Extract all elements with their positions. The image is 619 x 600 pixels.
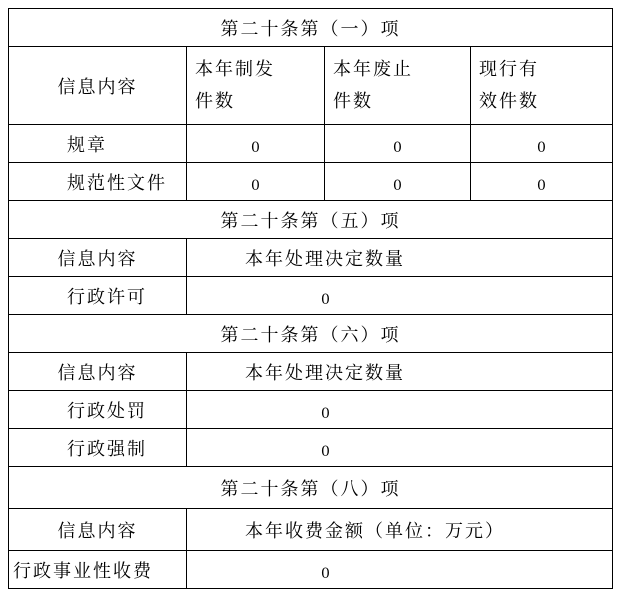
section8-header-row: [9, 509, 613, 551]
row-abolished-value: [325, 163, 471, 201]
table-row: [9, 391, 613, 429]
row-value: [187, 429, 613, 467]
section6-title: 第二十条第（六）项: [9, 315, 613, 353]
row-abolished-text: 0: [393, 177, 402, 194]
table-row: [9, 429, 613, 467]
row-label: 行政强制: [9, 429, 187, 467]
row-issued-text: 0: [251, 177, 260, 194]
table-row: [9, 163, 613, 201]
section5-header-count: 本年处理决定数量: [187, 239, 613, 277]
row-value-text: 0: [321, 291, 330, 308]
section5-header-row: [9, 239, 613, 277]
section6-header-info: 信息内容: [9, 353, 187, 391]
section1-header-row: [9, 47, 613, 125]
section1-header-valid-line1: 现行有: [479, 58, 539, 80]
section1-header-issued: [187, 47, 325, 125]
section8-header-amount: 本年收费金额（单位：万元）: [187, 509, 613, 551]
section5-header-info: 信息内容: [9, 239, 187, 277]
section1-title: 第二十条第（一）项: [9, 9, 613, 47]
disclosure-table: [8, 8, 613, 589]
section1-header-info: 信息内容: [9, 47, 187, 125]
row-value: [187, 277, 613, 315]
section8-header-info: 信息内容: [9, 509, 187, 551]
section5-title: 第二十条第（五）项: [9, 201, 613, 239]
row-label: 行政事业性收费: [9, 551, 187, 589]
section1-header-abolished: [325, 47, 471, 125]
section8-title-row: [9, 467, 613, 509]
row-valid-text: 0: [537, 139, 546, 156]
section6-header-row: [9, 353, 613, 391]
row-issued-value: [187, 163, 325, 201]
row-issued-text: 0: [251, 139, 260, 156]
row-issued-value: [187, 125, 325, 163]
section1-header-issued-line2: 件数: [195, 90, 235, 112]
row-label: 行政许可: [9, 277, 187, 315]
section1-header-valid: [471, 47, 613, 125]
section5-title-row: [9, 201, 613, 239]
section1-header-issued-line1: 本年制发: [195, 58, 275, 80]
row-label: 规范性文件: [9, 163, 187, 201]
row-value-text: 0: [321, 405, 330, 422]
row-abolished-text: 0: [393, 139, 402, 156]
row-label: 规章: [9, 125, 187, 163]
row-label: 行政处罚: [9, 391, 187, 429]
section1-header-abolished-line1: 本年废止: [333, 58, 413, 80]
row-value-text: 0: [321, 565, 330, 582]
section1-header-abolished-line2: 件数: [333, 90, 373, 112]
section6-header-count: 本年处理决定数量: [187, 353, 613, 391]
section1-header-valid-line2: 效件数: [479, 90, 539, 112]
row-value: [187, 391, 613, 429]
section1-title-row: [9, 9, 613, 47]
table-row: [9, 125, 613, 163]
table-row: [9, 551, 613, 589]
section8-title: 第二十条第（八）项: [9, 467, 613, 509]
table-row: [9, 277, 613, 315]
row-value-text: 0: [321, 443, 330, 460]
section6-title-row: [9, 315, 613, 353]
row-valid-value: [471, 125, 613, 163]
row-valid-value: [471, 163, 613, 201]
row-abolished-value: [325, 125, 471, 163]
row-valid-text: 0: [537, 177, 546, 194]
row-value: [187, 551, 613, 589]
